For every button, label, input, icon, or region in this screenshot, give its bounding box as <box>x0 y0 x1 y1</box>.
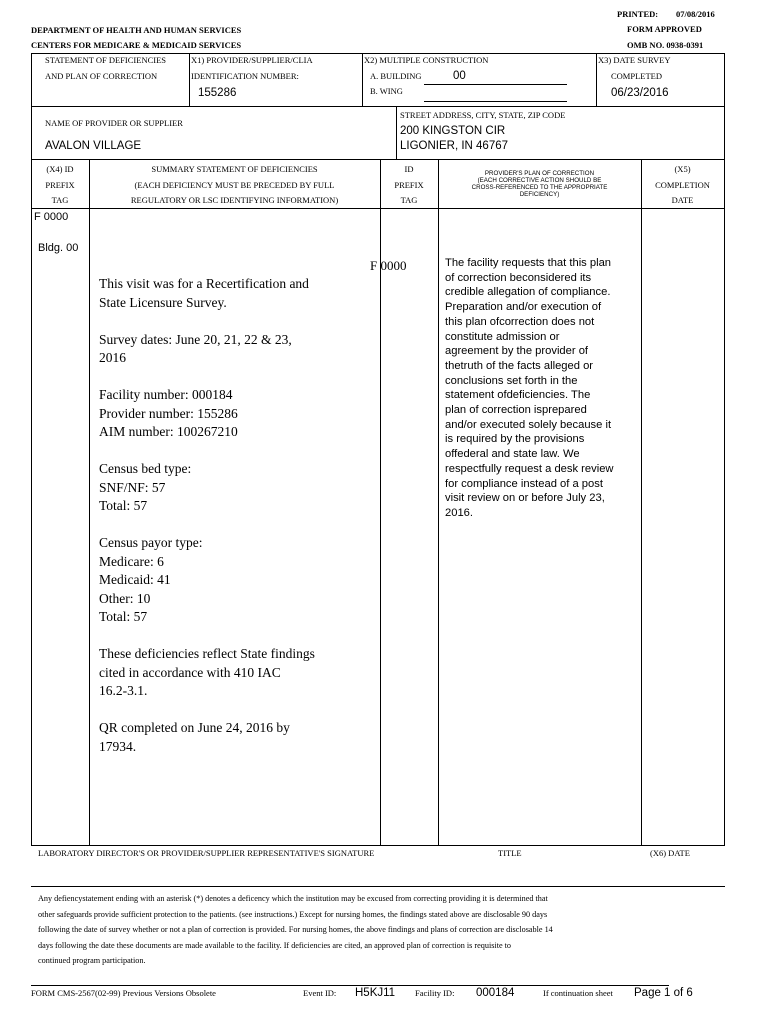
summary-paragraph: Facility number: 000184 Provider number: 155286 AIM number: 100267210 <box>99 387 238 439</box>
multiple-construction-label: X2) MULTIPLE CONSTRUCTION <box>364 55 489 65</box>
summary-paragraph: QR completed on June 24, 2016 by 17934. <box>99 720 290 754</box>
provider-id-value: 155286 <box>198 87 237 99</box>
right-prefix-tag: F 0000 <box>370 258 407 273</box>
x6-date-label: (X6) DATE <box>650 848 690 858</box>
provider-name-value: AVALON VILLAGE <box>45 140 142 152</box>
printed-date: 07/08/2016 <box>676 9 715 19</box>
summary-paragraph: Census payor type: Medicare: 6 Medicaid: 41 Other: 10 Total: 57 <box>99 535 203 624</box>
summary-paragraph: Census bed type: SNF/NF: 57 Total: 57 <box>99 461 192 513</box>
plan-of-correction-text: The facility requests that this plan of correction beconsidered its credible allegation of compliance. Preparation and/or execution of this plan ofcorrection does not constitute admission or agreement by the provider of thetruth of the facts alleged or conclusions set forth in the statement ofdeficiencies. The plan of correction isprepared and/or executed solely because it is required by the provisions offederal and state law. We respectfully request a desk review for compliance instead of a post visit review on or before July 23, 2016. <box>445 257 614 519</box>
building-value: 00 <box>453 70 466 82</box>
summary-paragraph: Survey dates: June 20, 21, 22 & 23, 2016 <box>99 331 292 365</box>
identification-label: IDENTIFICATION NUMBER: <box>191 71 299 81</box>
plan-header-4: DEFICIENCY) <box>519 191 560 198</box>
facility-id-label: Facility ID: <box>415 988 455 998</box>
plan-header-3: CROSS-REFERENCED TO THE APPROPRIATE <box>471 184 608 191</box>
completion-label: COMPLETION <box>655 180 710 190</box>
summary-paragraph: These deficiencies reflect State findings cited in accordance with 410 IAC 16.2-3.1. <box>99 646 315 698</box>
address-label: STREET ADDRESS, CITY, STATE, ZIP CODE <box>400 110 566 120</box>
x4-tag-label: TAG <box>51 195 69 205</box>
x5-label: (X5) <box>674 164 691 174</box>
id-prefix-label: PREFIX <box>394 180 424 190</box>
summary-paragraph: This visit was for a Recertification and State Licensure Survey. <box>99 276 309 310</box>
director-signature-label: LABORATORY DIRECTOR'S OR PROVIDER/SUPPLIER REPRESENTATIVE'S SIGNATURE <box>38 848 375 858</box>
x4-id-label: (X4) ID <box>46 164 74 174</box>
summary-header-2: (EACH DEFICIENCY MUST BE PRECEDED BY FULL <box>134 180 335 190</box>
title-label: TITLE <box>498 848 522 858</box>
omb-number: OMB NO. 0938-0391 <box>627 40 704 50</box>
printed-label: PRINTED: <box>617 9 659 19</box>
x4-prefix-label: PREFIX <box>45 180 75 190</box>
id-label: ID <box>404 164 414 174</box>
summary-header-3: REGULATORY OR LSC IDENTIFYING INFORMATION) <box>130 195 339 205</box>
disclaimer-text: Any defiencystatement ending with an asterisk (*) denotes a deficency which the institution may be excused from correcting providing it is determined that other safeguards provide sufficient protection to the patients. (see instructions.) Except for nursing homes, the findings stated above are disclosable 90 days following the date of survey whether or not a plan of correction is provided. For nursing homes, the above findings and plans of correction are disclosable 14 days following the date these documents are made available to the facility. If deficiencies are cited, an approved plan of correction is requisite to continued program participation. <box>38 894 553 966</box>
department-title: DEPARTMENT OF HEALTH AND HUMAN SERVICES <box>31 25 242 35</box>
event-id-label: Event ID: <box>303 988 337 998</box>
plan-header-1: PROVIDER'S PLAN OF CORRECTION <box>484 170 595 177</box>
centers-title: CENTERS FOR MEDICARE & MEDICAID SERVICES <box>31 40 242 50</box>
left-prefix-tag: F 0000 <box>34 211 69 223</box>
completed-label: COMPLETED <box>611 71 662 81</box>
address-line1: 200 KINGSTON CIR <box>400 125 506 137</box>
id-tag-label: TAG <box>400 195 418 205</box>
form-approved: FORM APPROVED <box>627 24 702 34</box>
provider-id-label: X1) PROVIDER/SUPPLIER/CLIA <box>191 55 313 65</box>
building-label: A. BUILDING <box>370 71 422 81</box>
plan-header-2: (EACH CORRECTIVE ACTION SHOULD BE <box>477 177 602 184</box>
address-line2: LIGONIER, IN 46767 <box>400 140 509 152</box>
page-number: Page 1 of 6 <box>634 987 693 999</box>
plan-label: AND PLAN OF CORRECTION <box>45 71 158 81</box>
plan-header <box>438 170 641 198</box>
building-tag: Bldg. 00 <box>38 242 79 254</box>
summary-statement <box>99 275 377 756</box>
provider-name-label: NAME OF PROVIDER OR SUPPLIER <box>45 118 183 128</box>
statement-label: STATEMENT OF DEFICIENCIES <box>45 55 167 65</box>
continuation-label: If continuation sheet <box>543 988 613 998</box>
date-label: DATE <box>671 195 694 205</box>
summary-header-1: SUMMARY STATEMENT OF DEFICIENCIES <box>151 164 318 174</box>
form-number: FORM CMS-2567(02-99) Previous Versions Obsolete <box>31 988 216 998</box>
event-id-value: H5KJ11 <box>355 987 396 999</box>
date-survey-label: X3) DATE SURVEY <box>598 55 671 65</box>
wing-label: B. WING <box>370 86 403 96</box>
date-survey-value: 06/23/2016 <box>611 87 669 99</box>
facility-id-value: 000184 <box>476 987 515 999</box>
